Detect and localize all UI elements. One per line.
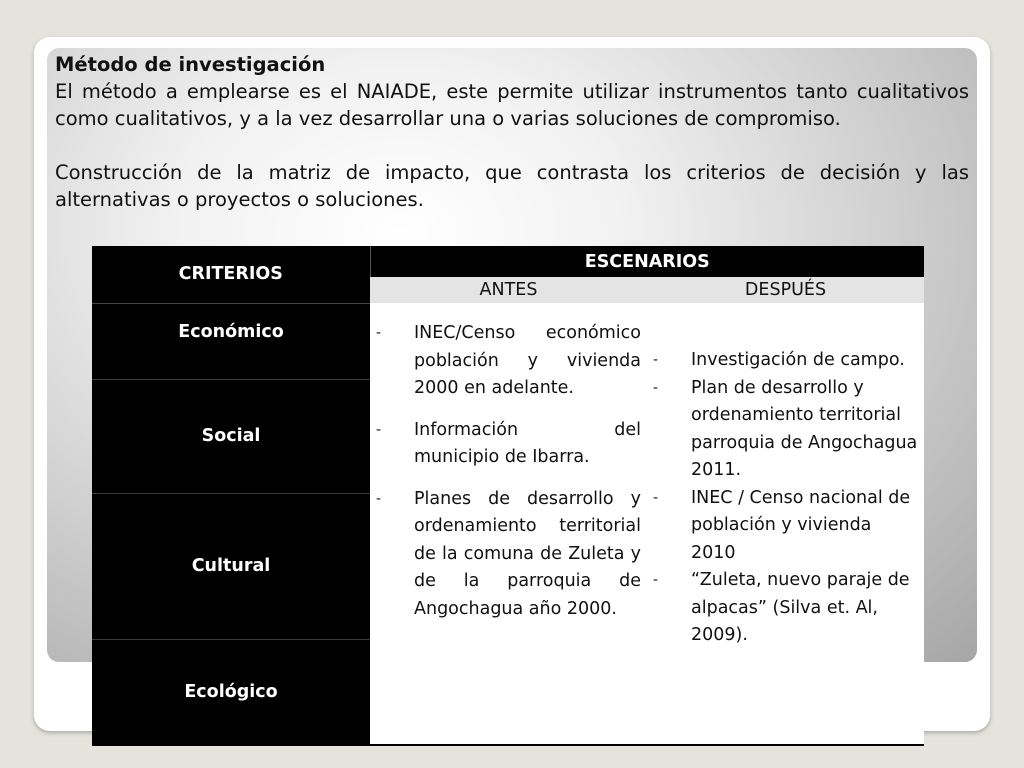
despues-cell <box>647 303 924 745</box>
bullet-dash: - <box>376 490 382 507</box>
antes-header: ANTES <box>370 277 647 303</box>
list-item: - Plan de desarrollo y ordenamiento territorial parroquia de Angochagua 2011. <box>691 375 918 485</box>
bullet-dash: - <box>653 572 659 588</box>
antes-list <box>376 320 641 623</box>
list-item: - Información del municipio de Ibarra. <box>414 417 641 472</box>
escenarios-header: ESCENARIOS <box>370 246 924 277</box>
slide-heading: Método de investigación <box>55 53 326 76</box>
bullet-dash: - <box>653 379 659 396</box>
bullet-dash: - <box>376 421 382 438</box>
bullet-dash: - <box>653 489 659 506</box>
list-item: - Planes de desarrollo y ordenamiento territorial de la comuna de Zuleta y de la parroquia de Angochagua año 2000. <box>414 486 641 624</box>
paragraph-method: El método a emplearse es el NAIADE, este permite utilizar instrumentos tanto cualitativos como cualitativos, y a la vez desarrollar una o varias soluciones de compromiso. <box>55 80 969 130</box>
despues-list <box>653 347 918 650</box>
despues-header: DESPUÉS <box>647 277 924 303</box>
list-item: - Investigación de campo. <box>691 347 918 375</box>
criterion-cultural: Cultural <box>92 493 370 639</box>
list-item: - INEC / Censo nacional de población y vivienda 2010 <box>691 485 918 568</box>
bullet-dash: - <box>376 325 382 341</box>
criterion-economico: Económico <box>92 303 370 379</box>
impact-matrix-table <box>92 246 924 746</box>
bullet-dash: - <box>653 352 659 368</box>
slide-text <box>55 51 969 213</box>
antes-cell <box>370 303 647 745</box>
paragraph-matrix: Construcción de la matriz de impacto, que contrasta los criterios de decisión y las alternativas o proyectos o soluciones. <box>55 161 969 211</box>
criterios-header: CRITERIOS <box>92 246 370 303</box>
criterion-social: Social <box>92 379 370 493</box>
criterion-ecologico: Ecológico <box>92 639 370 745</box>
list-item: - INEC/Censo económico población y vivienda 2000 en adelante. <box>414 320 641 403</box>
list-item: - “Zuleta, nuevo paraje de alpacas” (Silva et. Al, 2009). <box>691 567 918 650</box>
